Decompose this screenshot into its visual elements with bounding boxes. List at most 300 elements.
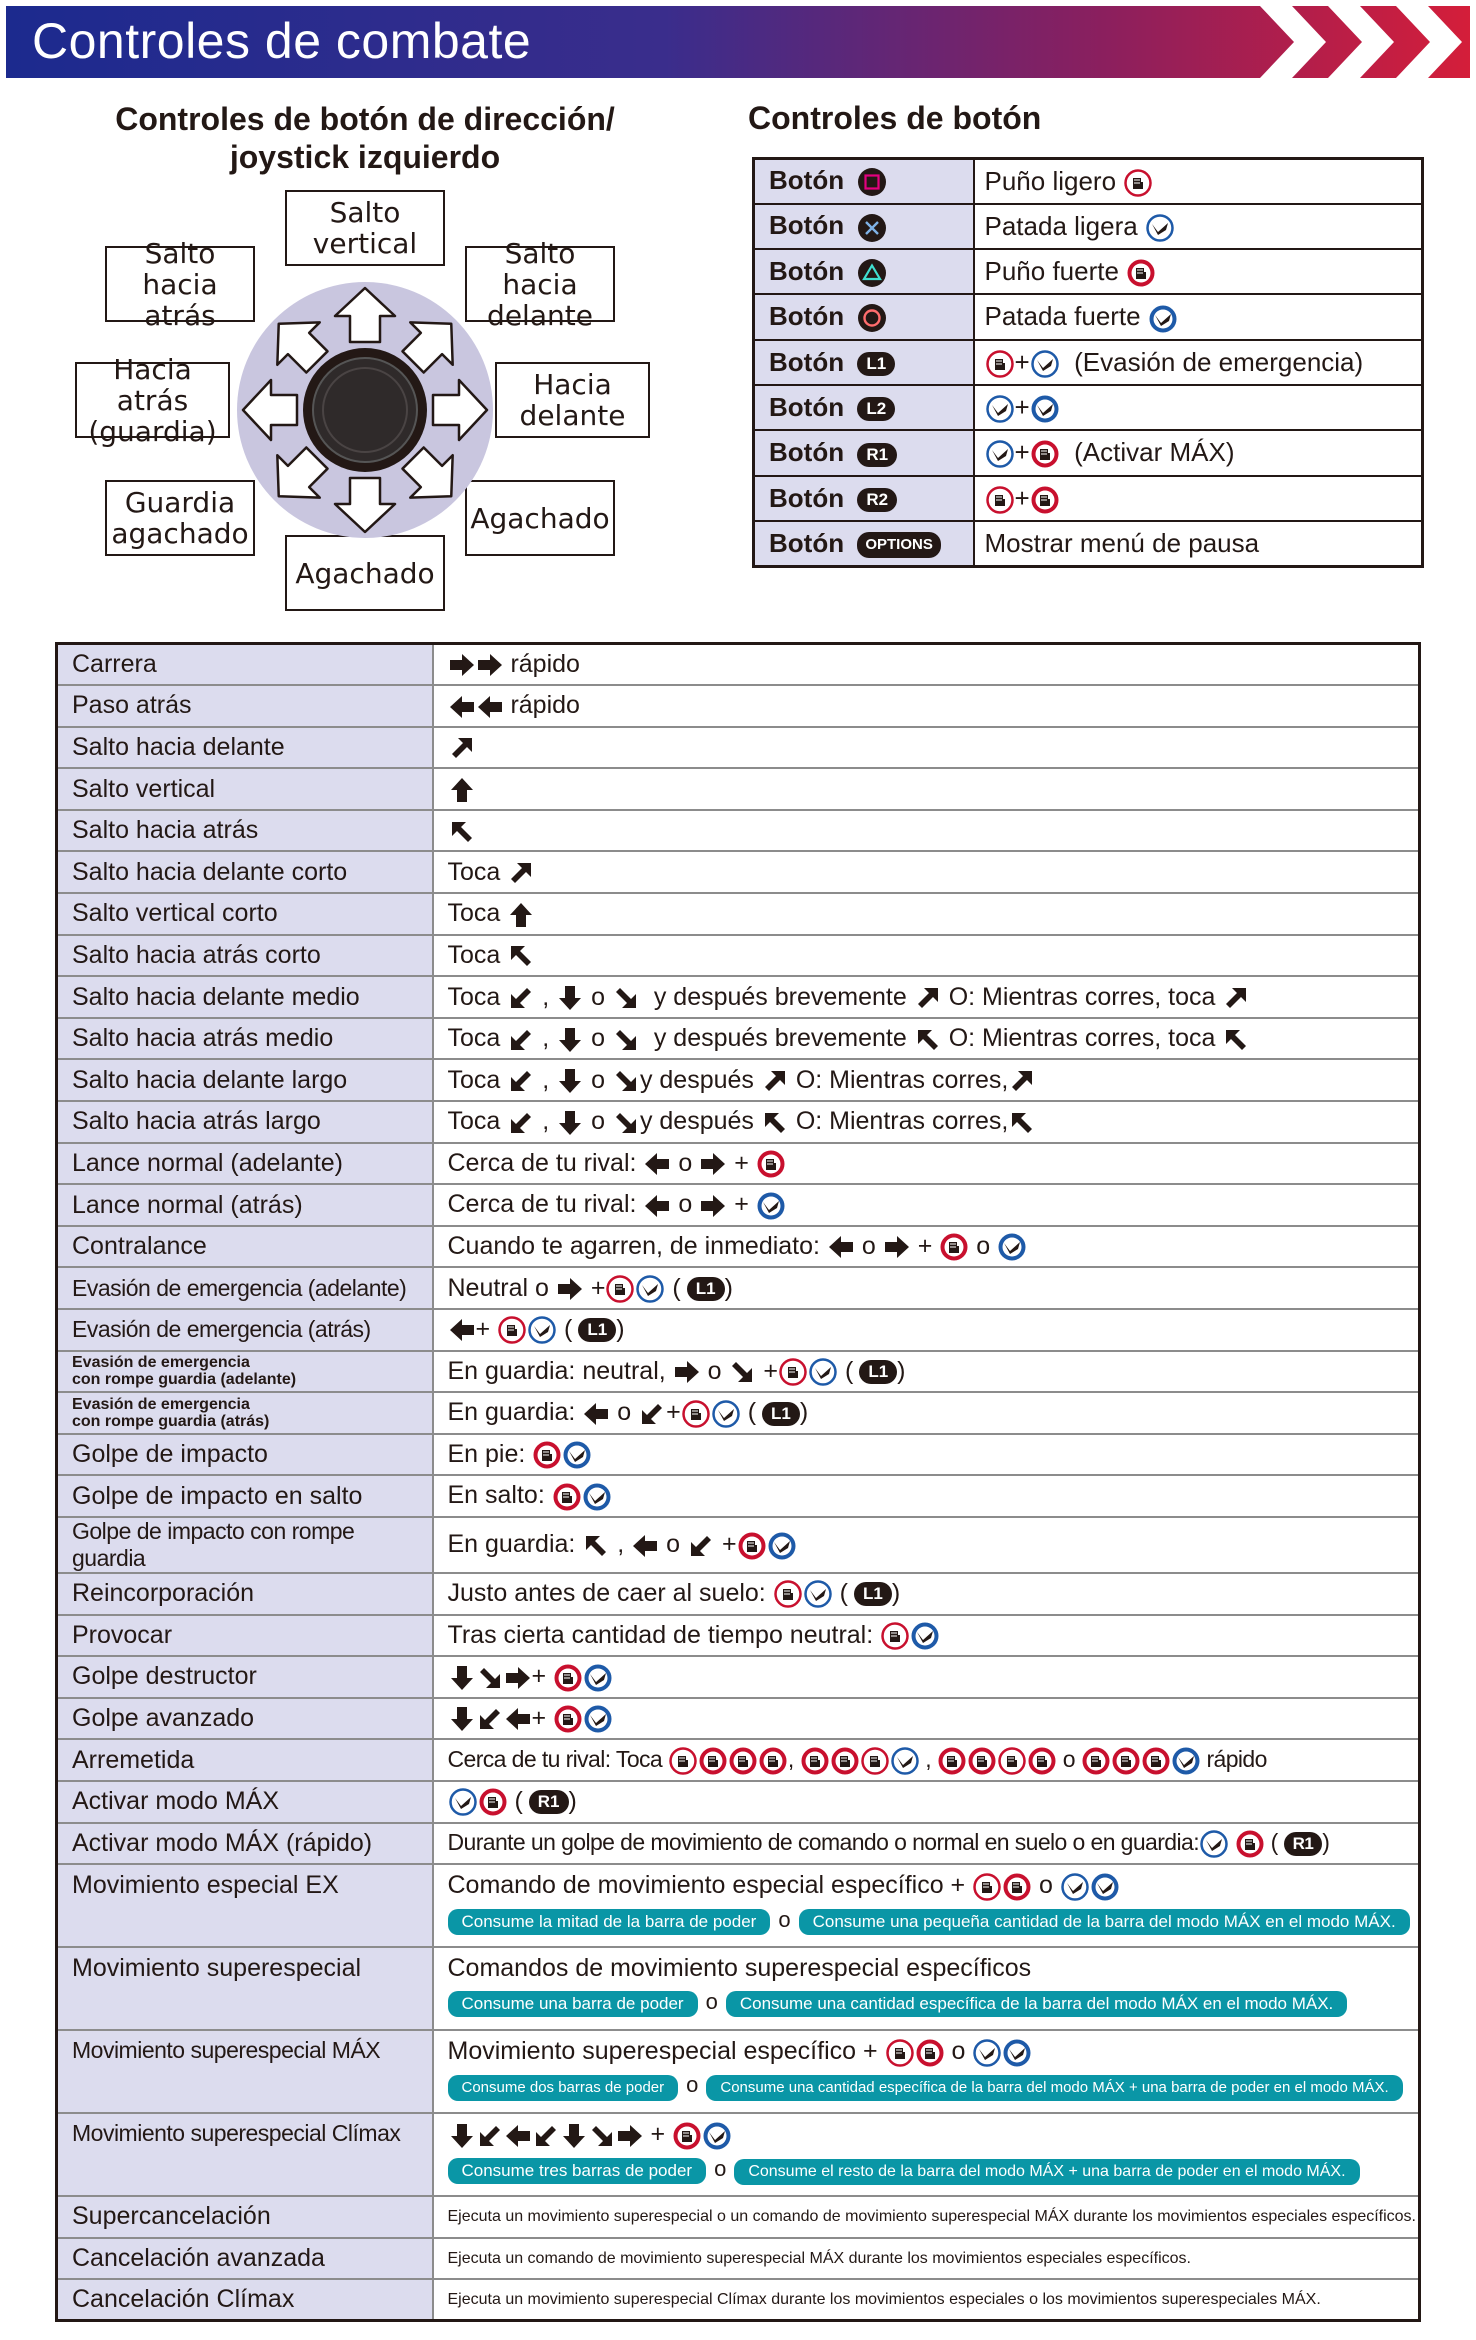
heavy-kick-icon [1091, 1873, 1119, 1901]
up-right-arrow-icon [762, 1068, 788, 1094]
move-name: Lance normal (adelante) [57, 1143, 433, 1185]
down-right-arrow-icon [729, 1359, 755, 1385]
move-row [57, 1018, 1420, 1060]
up-arrow-icon [449, 777, 475, 803]
heavy-punch-icon [1142, 1747, 1170, 1775]
move-name: Salto vertical [57, 768, 433, 810]
light-kick-icon [986, 440, 1014, 468]
move-row [57, 1101, 1420, 1143]
options-button-icon: OPTIONS [857, 532, 941, 558]
heavy-punch-icon [1031, 440, 1059, 468]
button-key-cell: Botón L1 [754, 340, 974, 385]
move-input [433, 810, 1420, 852]
down-right-arrow-icon [477, 1665, 503, 1691]
move-name: Golpe de impacto [57, 1434, 433, 1476]
move-input: + [433, 1656, 1420, 1698]
label-up-right: Salto hacia delante [465, 246, 615, 322]
move-name: Evasión de emergencia (atrás) [57, 1309, 433, 1351]
move-input: Durante un golpe de movimiento de comando o normal en suelo o en guardia: ( R1 ) [433, 1823, 1420, 1865]
move-row [57, 935, 1420, 977]
joystick-icon [235, 280, 495, 540]
right-arrow-icon [477, 652, 503, 678]
move-name: Movimiento superespecial [57, 1947, 433, 2030]
heavy-punch-icon [1236, 1830, 1264, 1858]
move-row [57, 1573, 1420, 1615]
move-input: Tras cierta cantidad de tiempo neutral: [433, 1615, 1420, 1657]
light-punch-icon [669, 1747, 697, 1775]
light-kick-icon [1061, 1873, 1089, 1901]
light-punch-icon [498, 1316, 526, 1344]
move-input: Toca [433, 893, 1420, 935]
heavy-punch-icon [1031, 486, 1059, 514]
button-key-cell: Botón [754, 204, 974, 249]
move-row [57, 1351, 1420, 1393]
move-input: Comandos de movimiento superespecial específicos Consume una barra de poder o Consume una cantidad específica de la barra del modo MÁX en el modo MÁX. [433, 1947, 1420, 2030]
down-left-arrow-icon [508, 1110, 534, 1136]
move-name: Salto hacia delante largo [57, 1059, 433, 1101]
label-right: Hacia delante [495, 362, 650, 438]
move-row [57, 1739, 1420, 1781]
move-row [57, 685, 1420, 727]
move-input [433, 727, 1420, 769]
right-arrow-icon [700, 1193, 726, 1219]
label-left: Hacia atrás (guardia) [75, 362, 230, 438]
move-input: rápido [433, 644, 1420, 686]
heavy-punch-icon [533, 1441, 561, 1469]
heavy-punch-icon [729, 1747, 757, 1775]
move-row [57, 976, 1420, 1018]
move-input: Cerca de tu rival: o + [433, 1184, 1420, 1226]
move-row [57, 1475, 1420, 1517]
cross-button-icon [857, 213, 887, 243]
heavy-punch-icon [968, 1747, 996, 1775]
heavy-punch-icon [1082, 1747, 1110, 1775]
move-name: Movimiento superespecial Clímax [57, 2113, 433, 2196]
move-input: Cerca de tu rival: Toca , , o rápido [433, 1739, 1420, 1781]
cost-tag: Consume una cantidad específica de la barra del modo MÁX en el modo MÁX. [726, 1991, 1347, 2017]
move-input: + [433, 1698, 1420, 1740]
down-arrow-icon [557, 1068, 583, 1094]
cost-tag: Consume la mitad de la barra de poder [448, 1909, 771, 1935]
up-left-arrow-icon [1009, 1110, 1035, 1136]
button-key-cell: Botón OPTIONS [754, 521, 974, 566]
left-arrow-icon [828, 1234, 854, 1260]
title-banner [6, 6, 1470, 78]
move-name: Reincorporación [57, 1573, 433, 1615]
move-input: + Consume tres barras de poder o Consume el resto de la barra del modo MÁX + una barra de poder en el modo MÁX. [433, 2113, 1420, 2196]
label-up: Salto vertical [285, 190, 445, 266]
move-row [57, 1864, 1420, 1947]
up-left-arrow-icon [915, 1027, 941, 1053]
circle-button-icon [857, 303, 887, 333]
button-value-cell: + (Evasión de emergencia) [974, 340, 1423, 385]
button-row [754, 385, 1423, 430]
move-name: Salto hacia delante corto [57, 851, 433, 893]
cost-tag: Consume una pequeña cantidad de la barra del modo MÁX en el modo MÁX. [799, 1909, 1410, 1935]
light-kick-icon [712, 1400, 740, 1428]
button-row [754, 159, 1423, 204]
light-punch-icon [998, 1747, 1026, 1775]
move-row [57, 1226, 1420, 1268]
down-arrow-icon [557, 1027, 583, 1053]
button-row [754, 521, 1423, 566]
heavy-kick-icon [1149, 305, 1177, 333]
move-input: Ejecuta un comando de movimiento superespecial MÁX durante los movimientos especiales específicos. [433, 2238, 1420, 2280]
up-arrow-icon [508, 902, 534, 928]
r1-button-icon: R1 [1284, 1832, 1323, 1856]
left-arrow-icon [632, 1533, 658, 1559]
move-name: Activar modo MÁX (rápido) [57, 1823, 433, 1865]
move-name: Activar modo MÁX [57, 1781, 433, 1823]
down-left-arrow-icon [477, 1706, 503, 1732]
move-name: Salto hacia atrás medio [57, 1018, 433, 1060]
up-left-arrow-icon [449, 819, 475, 845]
page-title: Controles de combate [32, 13, 532, 69]
left-arrow-icon [477, 694, 503, 720]
light-kick-icon [1200, 1830, 1228, 1858]
light-punch-icon [986, 486, 1014, 514]
l2-button-icon: L2 [857, 397, 895, 421]
button-value-cell: Patada fuerte [974, 294, 1423, 339]
right-arrow-icon [505, 1665, 531, 1691]
move-name: Supercancelación [57, 2196, 433, 2238]
square-button-icon [857, 167, 887, 197]
left-arrow-icon [505, 2123, 531, 2149]
move-input: Toca [433, 935, 1420, 977]
down-right-arrow-icon [613, 1068, 639, 1094]
move-row [57, 1781, 1420, 1823]
up-left-arrow-icon [508, 943, 534, 969]
up-right-arrow-icon [1223, 985, 1249, 1011]
move-name: Salto hacia atrás [57, 810, 433, 852]
cost-tag: Consume dos barras de poder [448, 2075, 679, 2101]
move-name: Salto hacia atrás corto [57, 935, 433, 977]
move-row [57, 2238, 1420, 2280]
move-name: Evasión de emergencia con rompe guardia (atrás) [57, 1392, 433, 1434]
move-name: Evasión de emergencia (adelante) [57, 1267, 433, 1309]
move-row [57, 727, 1420, 769]
move-row [57, 1698, 1420, 1740]
heavy-kick-icon [1172, 1747, 1200, 1775]
move-row [57, 644, 1420, 686]
move-input: Toca [433, 851, 1420, 893]
heavy-punch-icon [479, 1788, 507, 1816]
button-value-cell: + (Activar MÁX) [974, 430, 1423, 475]
heavy-kick-icon [703, 2122, 731, 2150]
down-left-arrow-icon [688, 1533, 714, 1559]
heavy-punch-icon [916, 2039, 944, 2067]
move-name: Cancelación Clímax [57, 2279, 433, 2321]
button-row [754, 340, 1423, 385]
button-row [754, 249, 1423, 294]
up-left-arrow-icon [1223, 1027, 1249, 1053]
left-arrow-icon [449, 1317, 475, 1343]
button-value-cell: Mostrar menú de pausa [974, 521, 1423, 566]
heavy-punch-icon [554, 1664, 582, 1692]
right-arrow-icon [449, 652, 475, 678]
heavy-kick-icon [1031, 395, 1059, 423]
down-left-arrow-icon [508, 1027, 534, 1053]
r1-button-icon: R1 [857, 443, 897, 467]
cost-tag: Consume una barra de poder [448, 1991, 698, 2017]
light-punch-icon [886, 2039, 914, 2067]
heavy-punch-icon [1127, 259, 1155, 287]
r2-button-icon: R2 [857, 488, 897, 512]
move-name: Salto vertical corto [57, 893, 433, 935]
move-row [57, 1615, 1420, 1657]
down-left-arrow-icon [508, 985, 534, 1011]
heavy-kick-icon [1003, 2039, 1031, 2067]
up-right-arrow-icon [508, 860, 534, 886]
move-input: En guardia: o + ( L1 ) [433, 1392, 1420, 1434]
move-input: Toca , o y después brevemente O: Mientras corres, toca [433, 976, 1420, 1018]
heavy-kick-icon [584, 1705, 612, 1733]
down-arrow-icon [449, 1706, 475, 1732]
l1-button-icon: L1 [857, 352, 895, 376]
heavy-punch-icon [673, 2122, 701, 2150]
right-arrow-icon [617, 2123, 643, 2149]
down-left-arrow-icon [639, 1401, 665, 1427]
down-arrow-icon [557, 1110, 583, 1136]
move-row [57, 1267, 1420, 1309]
down-left-arrow-icon [533, 2123, 559, 2149]
heavy-punch-icon [1112, 1747, 1140, 1775]
button-key-cell: Botón [754, 159, 974, 204]
light-punch-icon [861, 1747, 889, 1775]
triangle-button-icon [857, 258, 887, 288]
light-kick-icon [986, 395, 1014, 423]
move-row [57, 1656, 1420, 1698]
heavy-punch-icon [831, 1747, 859, 1775]
button-key-cell: Botón R1 [754, 430, 974, 475]
up-right-arrow-icon [915, 985, 941, 1011]
move-input: Ejecuta un movimiento superespecial o un comando de movimiento superespecial MÁX durante los movimientos especiales específicos. [433, 2196, 1420, 2238]
left-arrow-icon [505, 1706, 531, 1732]
down-right-arrow-icon [613, 1027, 639, 1053]
heavy-kick-icon [911, 1622, 939, 1650]
light-kick-icon [973, 2039, 1001, 2067]
light-kick-icon [891, 1747, 919, 1775]
l1-button-icon: L1 [854, 1582, 892, 1606]
light-kick-icon [449, 1788, 477, 1816]
button-row [754, 294, 1423, 339]
heavy-kick-icon [583, 1483, 611, 1511]
label-down-left: Guardia agachado [105, 480, 255, 556]
down-left-arrow-icon [477, 2123, 503, 2149]
heavy-punch-icon [757, 1150, 785, 1178]
heavy-punch-icon [553, 1483, 581, 1511]
button-row [754, 476, 1423, 521]
light-kick-icon [528, 1316, 556, 1344]
cost-tag: Consume el resto de la barra del modo MÁX + una barra de poder en el modo MÁX. [734, 2159, 1359, 2185]
cost-tag: Consume una cantidad específica de la barra del modo MÁX + una barra de poder en el modo MÁX. [706, 2075, 1402, 2101]
left-arrow-icon [583, 1401, 609, 1427]
light-kick-icon [804, 1580, 832, 1608]
move-input: Cerca de tu rival: o + [433, 1143, 1420, 1185]
down-arrow-icon [557, 985, 583, 1011]
heavy-kick-icon [757, 1192, 785, 1220]
move-input: Comando de movimiento especial específico + o Consume la mitad de la barra de poder o Consume una pequeña cantidad de la barra del modo MÁX en el modo MÁX. [433, 1864, 1420, 1947]
move-input: En guardia: neutral, o + ( L1 ) [433, 1351, 1420, 1393]
button-value-cell: + [974, 385, 1423, 430]
left-arrow-icon [644, 1193, 670, 1219]
button-value-cell: Puño fuerte [974, 249, 1423, 294]
heavy-punch-icon [938, 1747, 966, 1775]
move-input [433, 768, 1420, 810]
light-kick-icon [636, 1275, 664, 1303]
down-arrow-icon [561, 2123, 587, 2149]
l1-button-icon: L1 [859, 1360, 897, 1384]
move-name: Golpe avanzado [57, 1698, 433, 1740]
move-input: Ejecuta un movimiento superespecial Clímax durante los movimientos especiales o los movimientos superespeciales MÁX. [433, 2279, 1420, 2321]
direction-section-title: Controles de botón de dirección/ joystick izquierdo [115, 101, 615, 175]
move-input: En pie: [433, 1434, 1420, 1476]
move-row [57, 851, 1420, 893]
light-punch-icon [606, 1275, 634, 1303]
button-row [754, 430, 1423, 475]
right-arrow-icon [557, 1276, 583, 1302]
cost-tag: Consume tres barras de poder [448, 2158, 707, 2184]
light-punch-icon [986, 350, 1014, 378]
move-input: ( R1 ) [433, 1781, 1420, 1823]
move-name: Provocar [57, 1615, 433, 1657]
l1-button-icon: L1 [578, 1318, 616, 1342]
heavy-punch-icon [940, 1233, 968, 1261]
button-key-cell: Botón R2 [754, 476, 974, 521]
move-row [57, 1184, 1420, 1226]
button-key-cell: Botón [754, 294, 974, 339]
light-kick-icon [809, 1358, 837, 1386]
light-punch-icon [973, 1873, 1001, 1901]
left-arrow-icon [644, 1151, 670, 1177]
down-arrow-icon [449, 1665, 475, 1691]
move-name: Evasión de emergencia con rompe guardia (adelante) [57, 1351, 433, 1393]
move-name: Golpe de impacto en salto [57, 1475, 433, 1517]
button-key-cell: Botón [754, 249, 974, 294]
move-row [57, 2279, 1420, 2321]
light-kick-icon [1146, 214, 1174, 242]
light-punch-icon [682, 1400, 710, 1428]
move-row [57, 1143, 1420, 1185]
move-name: Golpe destructor [57, 1656, 433, 1698]
move-row [57, 768, 1420, 810]
heavy-punch-icon [738, 1532, 766, 1560]
move-name: Paso atrás [57, 685, 433, 727]
heavy-punch-icon [1003, 1873, 1031, 1901]
light-punch-icon [881, 1622, 909, 1650]
right-arrow-icon [700, 1151, 726, 1177]
button-row [754, 204, 1423, 249]
move-row [57, 1059, 1420, 1101]
move-input: rápido [433, 685, 1420, 727]
down-right-arrow-icon [589, 2123, 615, 2149]
move-row [57, 1823, 1420, 1865]
move-name: Salto hacia delante medio [57, 976, 433, 1018]
button-value-cell: + [974, 476, 1423, 521]
label-up-left: Salto hacia atrás [105, 246, 255, 322]
heavy-kick-icon [768, 1532, 796, 1560]
move-row [57, 1392, 1420, 1434]
button-controls-table [752, 157, 1424, 568]
move-input: Toca , o y después O: Mientras corres, [433, 1101, 1420, 1143]
heavy-kick-icon [998, 1233, 1026, 1261]
l1-button-icon: L1 [762, 1402, 800, 1426]
light-punch-icon [774, 1580, 802, 1608]
move-input: + ( L1 ) [433, 1309, 1420, 1351]
light-punch-icon [779, 1358, 807, 1386]
heavy-kick-icon [584, 1664, 612, 1692]
heavy-kick-icon [563, 1441, 591, 1469]
move-input: En guardia: , o + [433, 1517, 1420, 1573]
move-row [57, 893, 1420, 935]
down-right-arrow-icon [613, 985, 639, 1011]
move-input: Cuando te agarren, de inmediato: o + o [433, 1226, 1420, 1268]
move-input: En salto: [433, 1475, 1420, 1517]
light-punch-icon [1124, 169, 1152, 197]
chevron-decoration-icon [1240, 6, 1470, 78]
heavy-punch-icon [699, 1747, 727, 1775]
move-row [57, 2030, 1420, 2113]
heavy-punch-icon [801, 1747, 829, 1775]
move-row [57, 1309, 1420, 1351]
move-name: Contralance [57, 1226, 433, 1268]
move-input: Movimiento superespecial específico + o Consume dos barras de poder o Consume una cantidad específica de la barra del modo MÁX + una barra de poder en el modo MÁX. [433, 2030, 1420, 2113]
down-left-arrow-icon [508, 1068, 534, 1094]
l1-button-icon: L1 [687, 1277, 725, 1301]
move-name: Golpe de impacto con rompe guardia [57, 1517, 433, 1573]
move-row [57, 810, 1420, 852]
move-row [57, 2196, 1420, 2238]
left-arrow-icon [449, 694, 475, 720]
up-right-arrow-icon [1009, 1068, 1035, 1094]
move-name: Lance normal (atrás) [57, 1184, 433, 1226]
label-down: Agachado [285, 535, 445, 611]
direction-diagram [70, 190, 660, 620]
move-input: Justo antes de caer al suelo: ( L1 ) [433, 1573, 1420, 1615]
move-row [57, 1947, 1420, 2030]
button-key-cell: Botón L2 [754, 385, 974, 430]
heavy-punch-icon [759, 1747, 787, 1775]
right-arrow-icon [674, 1359, 700, 1385]
move-row [57, 2113, 1420, 2196]
moves-table [55, 642, 1421, 2322]
move-input: Toca , o y después brevemente O: Mientras corres, toca [433, 1018, 1420, 1060]
down-right-arrow-icon [613, 1110, 639, 1136]
down-arrow-icon [449, 2123, 475, 2149]
move-name: Arremetida [57, 1739, 433, 1781]
up-left-arrow-icon [583, 1533, 609, 1559]
move-name: Cancelación avanzada [57, 2238, 433, 2280]
move-row [57, 1517, 1420, 1573]
up-right-arrow-icon [449, 735, 475, 761]
light-kick-icon [1031, 350, 1059, 378]
heavy-punch-icon [1028, 1747, 1056, 1775]
label-down-right: Agachado [465, 480, 615, 556]
button-section-title: Controles de botón [748, 100, 1042, 136]
right-arrow-icon [884, 1234, 910, 1260]
move-name: Salto hacia delante [57, 727, 433, 769]
move-name: Salto hacia atrás largo [57, 1101, 433, 1143]
button-value-cell: Patada ligera [974, 204, 1423, 249]
move-name: Movimiento especial EX [57, 1864, 433, 1947]
move-input: Toca , o y después O: Mientras corres, [433, 1059, 1420, 1101]
heavy-punch-icon [554, 1705, 582, 1733]
move-name: Movimiento superespecial MÁX [57, 2030, 433, 2113]
move-row [57, 1434, 1420, 1476]
move-input: Neutral o + ( L1 ) [433, 1267, 1420, 1309]
up-left-arrow-icon [762, 1110, 788, 1136]
r1-button-icon: R1 [529, 1790, 569, 1814]
